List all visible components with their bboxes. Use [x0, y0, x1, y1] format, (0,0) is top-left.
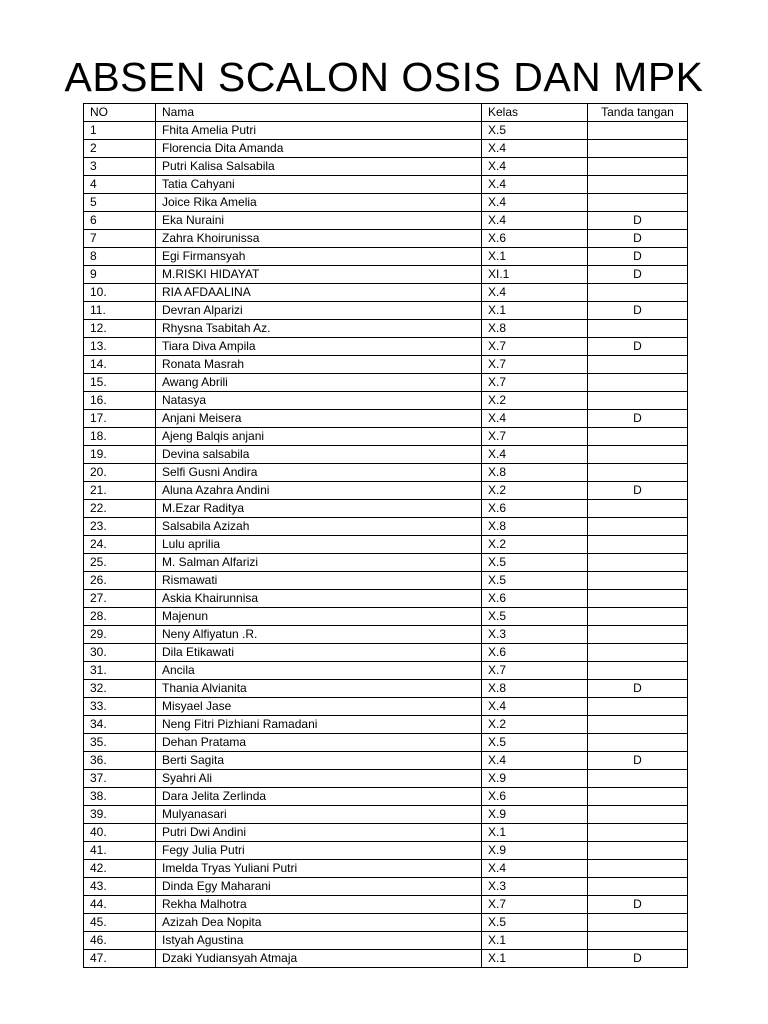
table-row	[84, 716, 688, 734]
table-row	[84, 230, 688, 248]
cell-nama: Florencia Dita Amanda	[156, 140, 482, 158]
table-row	[84, 806, 688, 824]
cell-no: 30.	[84, 644, 156, 662]
cell-nama: Dinda Egy Maharani	[156, 878, 482, 896]
table-row	[84, 392, 688, 410]
cell-nama: Askia Khairunnisa	[156, 590, 482, 608]
cell-nama: Aluna Azahra Andini	[156, 482, 482, 500]
document-title: ABSEN SCALON OSIS DAN MPK	[64, 54, 704, 100]
cell-no: 10.	[84, 284, 156, 302]
cell-kelas: X.7	[482, 374, 588, 392]
cell-kelas: X.5	[482, 572, 588, 590]
cell-no: 47.	[84, 950, 156, 968]
cell-nama: Azizah Dea Nopita	[156, 914, 482, 932]
cell-tanda-tangan: D	[588, 230, 688, 248]
cell-nama: Lulu aprilia	[156, 536, 482, 554]
cell-tanda-tangan	[588, 644, 688, 662]
cell-tanda-tangan	[588, 158, 688, 176]
table-row	[84, 896, 688, 914]
cell-kelas: X.4	[482, 752, 588, 770]
cell-kelas: X.3	[482, 878, 588, 896]
cell-kelas: X.5	[482, 608, 588, 626]
cell-kelas: X.4	[482, 212, 588, 230]
table-row	[84, 950, 688, 968]
cell-no: 40.	[84, 824, 156, 842]
cell-no: 2	[84, 140, 156, 158]
cell-nama: Dehan Pratama	[156, 734, 482, 752]
cell-no: 33.	[84, 698, 156, 716]
cell-nama: Rismawati	[156, 572, 482, 590]
cell-kelas: X.4	[482, 176, 588, 194]
cell-nama: M. Salman Alfarizi	[156, 554, 482, 572]
cell-kelas: X.8	[482, 518, 588, 536]
cell-tanda-tangan	[588, 428, 688, 446]
table-row	[84, 284, 688, 302]
table-row	[84, 626, 688, 644]
cell-kelas: X.7	[482, 428, 588, 446]
cell-no: 13.	[84, 338, 156, 356]
table-row	[84, 356, 688, 374]
table-row	[84, 752, 688, 770]
table-row	[84, 536, 688, 554]
cell-no: 37.	[84, 770, 156, 788]
table-row	[84, 320, 688, 338]
cell-kelas: X.4	[482, 698, 588, 716]
cell-kelas: X.6	[482, 788, 588, 806]
cell-nama: Thania Alvianita	[156, 680, 482, 698]
cell-no: 18.	[84, 428, 156, 446]
cell-kelas: X.6	[482, 500, 588, 518]
table-row	[84, 176, 688, 194]
cell-no: 41.	[84, 842, 156, 860]
table-row	[84, 842, 688, 860]
cell-no: 3	[84, 158, 156, 176]
cell-nama: Anjani Meisera	[156, 410, 482, 428]
cell-tanda-tangan	[588, 590, 688, 608]
cell-tanda-tangan: D	[588, 950, 688, 968]
cell-kelas: X.9	[482, 770, 588, 788]
cell-nama: Ancila	[156, 662, 482, 680]
header-kelas: Kelas	[482, 104, 588, 122]
cell-nama: Majenun	[156, 608, 482, 626]
cell-kelas: X.2	[482, 392, 588, 410]
cell-no: 28.	[84, 608, 156, 626]
table-row	[84, 914, 688, 932]
cell-no: 4	[84, 176, 156, 194]
cell-tanda-tangan	[588, 374, 688, 392]
cell-no: 12.	[84, 320, 156, 338]
cell-tanda-tangan	[588, 392, 688, 410]
table-row	[84, 662, 688, 680]
cell-tanda-tangan	[588, 194, 688, 212]
cell-no: 36.	[84, 752, 156, 770]
table-row	[84, 734, 688, 752]
cell-no: 42.	[84, 860, 156, 878]
cell-nama: Devina salsabila	[156, 446, 482, 464]
cell-no: 15.	[84, 374, 156, 392]
cell-kelas: X.6	[482, 230, 588, 248]
cell-nama: Ronata Masrah	[156, 356, 482, 374]
cell-tanda-tangan	[588, 536, 688, 554]
table-row	[84, 680, 688, 698]
cell-nama: Awang Abrili	[156, 374, 482, 392]
cell-kelas: X.2	[482, 536, 588, 554]
cell-no: 14.	[84, 356, 156, 374]
cell-nama: Dara Jelita Zerlinda	[156, 788, 482, 806]
cell-nama: Egi Firmansyah	[156, 248, 482, 266]
table-header	[84, 104, 688, 122]
cell-tanda-tangan	[588, 608, 688, 626]
cell-tanda-tangan	[588, 464, 688, 482]
cell-no: 29.	[84, 626, 156, 644]
cell-tanda-tangan: D	[588, 338, 688, 356]
cell-nama: Natasya	[156, 392, 482, 410]
table-row	[84, 770, 688, 788]
cell-kelas: X.7	[482, 338, 588, 356]
cell-nama: Neng Fitri Pizhiani Ramadani	[156, 716, 482, 734]
cell-no: 5	[84, 194, 156, 212]
table-row	[84, 446, 688, 464]
cell-no: 34.	[84, 716, 156, 734]
table-row	[84, 644, 688, 662]
cell-no: 38.	[84, 788, 156, 806]
cell-tanda-tangan: D	[588, 410, 688, 428]
table-row	[84, 932, 688, 950]
cell-nama: Selfi Gusni Andira	[156, 464, 482, 482]
cell-kelas: X.7	[482, 662, 588, 680]
cell-tanda-tangan	[588, 554, 688, 572]
cell-kelas: X.9	[482, 806, 588, 824]
cell-kelas: X.8	[482, 680, 588, 698]
cell-kelas: X.1	[482, 950, 588, 968]
table-row	[84, 302, 688, 320]
cell-nama: Tatia Cahyani	[156, 176, 482, 194]
table-row	[84, 572, 688, 590]
table-row	[84, 266, 688, 284]
table-row	[84, 374, 688, 392]
cell-no: 17.	[84, 410, 156, 428]
cell-no: 9	[84, 266, 156, 284]
cell-no: 35.	[84, 734, 156, 752]
cell-kelas: X.8	[482, 320, 588, 338]
table-row	[84, 140, 688, 158]
cell-tanda-tangan	[588, 518, 688, 536]
cell-tanda-tangan: D	[588, 896, 688, 914]
table-row	[84, 554, 688, 572]
cell-kelas: X.6	[482, 644, 588, 662]
table-row	[84, 338, 688, 356]
cell-no: 44.	[84, 896, 156, 914]
cell-kelas: X.4	[482, 158, 588, 176]
cell-tanda-tangan	[588, 284, 688, 302]
cell-no: 8	[84, 248, 156, 266]
cell-tanda-tangan	[588, 122, 688, 140]
cell-no: 27.	[84, 590, 156, 608]
cell-no: 20.	[84, 464, 156, 482]
cell-kelas: X.4	[482, 140, 588, 158]
cell-nama: Putri Kalisa Salsabila	[156, 158, 482, 176]
cell-nama: Salsabila Azizah	[156, 518, 482, 536]
cell-tanda-tangan	[588, 806, 688, 824]
table-row	[84, 518, 688, 536]
cell-tanda-tangan: D	[588, 248, 688, 266]
cell-nama: Eka Nuraini	[156, 212, 482, 230]
cell-tanda-tangan	[588, 500, 688, 518]
cell-kelas: X.5	[482, 734, 588, 752]
cell-kelas: X.4	[482, 284, 588, 302]
cell-kelas: X.1	[482, 302, 588, 320]
cell-no: 6	[84, 212, 156, 230]
cell-nama: Misyael Jase	[156, 698, 482, 716]
cell-tanda-tangan	[588, 626, 688, 644]
cell-tanda-tangan	[588, 860, 688, 878]
cell-nama: Dila Etikawati	[156, 644, 482, 662]
table-row	[84, 878, 688, 896]
table-row	[84, 608, 688, 626]
table-row	[84, 590, 688, 608]
cell-no: 11.	[84, 302, 156, 320]
table-row	[84, 194, 688, 212]
cell-tanda-tangan	[588, 320, 688, 338]
cell-tanda-tangan	[588, 356, 688, 374]
cell-nama: Fhita Amelia Putri	[156, 122, 482, 140]
cell-kelas: XI.1	[482, 266, 588, 284]
cell-kelas: X.2	[482, 716, 588, 734]
cell-nama: Neny Alfiyatun .R.	[156, 626, 482, 644]
cell-no: 46.	[84, 932, 156, 950]
cell-kelas: X.1	[482, 932, 588, 950]
cell-nama: RIA AFDAALINA	[156, 284, 482, 302]
cell-tanda-tangan	[588, 698, 688, 716]
cell-no: 21.	[84, 482, 156, 500]
cell-no: 23.	[84, 518, 156, 536]
table-row	[84, 788, 688, 806]
cell-tanda-tangan	[588, 770, 688, 788]
table-row	[84, 428, 688, 446]
table-row	[84, 824, 688, 842]
header-no: NO	[84, 104, 156, 122]
cell-tanda-tangan	[588, 446, 688, 464]
cell-nama: Zahra Khoirunissa	[156, 230, 482, 248]
cell-kelas: X.7	[482, 356, 588, 374]
cell-nama: Fegy Julia Putri	[156, 842, 482, 860]
cell-tanda-tangan	[588, 932, 688, 950]
table-row	[84, 860, 688, 878]
cell-no: 31.	[84, 662, 156, 680]
attendance-table	[83, 103, 688, 968]
cell-tanda-tangan	[588, 878, 688, 896]
table-row	[84, 158, 688, 176]
cell-kelas: X.3	[482, 626, 588, 644]
cell-nama: Berti Sagita	[156, 752, 482, 770]
table-row	[84, 464, 688, 482]
header-nama: Nama	[156, 104, 482, 122]
cell-tanda-tangan: D	[588, 482, 688, 500]
cell-tanda-tangan	[588, 824, 688, 842]
cell-tanda-tangan	[588, 716, 688, 734]
cell-tanda-tangan	[588, 176, 688, 194]
cell-kelas: X.4	[482, 410, 588, 428]
cell-nama: Dzaki Yudiansyah Atmaja	[156, 950, 482, 968]
cell-no: 32.	[84, 680, 156, 698]
cell-nama: Tiara Diva Ampila	[156, 338, 482, 356]
cell-kelas: X.8	[482, 464, 588, 482]
cell-no: 1	[84, 122, 156, 140]
cell-tanda-tangan	[588, 140, 688, 158]
cell-kelas: X.9	[482, 842, 588, 860]
cell-kelas: X.5	[482, 554, 588, 572]
cell-tanda-tangan: D	[588, 752, 688, 770]
header-tanda-tangan: Tanda tangan	[588, 104, 688, 122]
cell-no: 24.	[84, 536, 156, 554]
table-row	[84, 410, 688, 428]
cell-kelas: X.1	[482, 824, 588, 842]
cell-no: 22.	[84, 500, 156, 518]
cell-tanda-tangan: D	[588, 302, 688, 320]
cell-tanda-tangan	[588, 914, 688, 932]
cell-kelas: X.4	[482, 194, 588, 212]
cell-no: 7	[84, 230, 156, 248]
cell-no: 43.	[84, 878, 156, 896]
cell-kelas: X.5	[482, 122, 588, 140]
cell-nama: Joice Rika Amelia	[156, 194, 482, 212]
cell-no: 45.	[84, 914, 156, 932]
cell-nama: Putri Dwi Andini	[156, 824, 482, 842]
cell-tanda-tangan: D	[588, 680, 688, 698]
cell-nama: Mulyanasari	[156, 806, 482, 824]
table-row	[84, 212, 688, 230]
cell-kelas: X.4	[482, 860, 588, 878]
cell-kelas: X.2	[482, 482, 588, 500]
cell-tanda-tangan	[588, 734, 688, 752]
cell-tanda-tangan	[588, 572, 688, 590]
cell-nama: Ajeng Balqis anjani	[156, 428, 482, 446]
cell-nama: Devran Alparizi	[156, 302, 482, 320]
table-row	[84, 122, 688, 140]
cell-no: 19.	[84, 446, 156, 464]
table-row	[84, 482, 688, 500]
cell-no: 26.	[84, 572, 156, 590]
cell-tanda-tangan	[588, 662, 688, 680]
cell-kelas: X.6	[482, 590, 588, 608]
cell-nama: M.Ezar Raditya	[156, 500, 482, 518]
cell-kelas: X.1	[482, 248, 588, 266]
cell-nama: Rekha Malhotra	[156, 896, 482, 914]
cell-no: 39.	[84, 806, 156, 824]
table-row	[84, 248, 688, 266]
table-row	[84, 500, 688, 518]
cell-nama: Istyah Agustina	[156, 932, 482, 950]
cell-nama: Imelda Tryas Yuliani Putri	[156, 860, 482, 878]
cell-tanda-tangan	[588, 788, 688, 806]
cell-nama: M.RISKI HIDAYAT	[156, 266, 482, 284]
cell-kelas: X.5	[482, 914, 588, 932]
cell-tanda-tangan: D	[588, 266, 688, 284]
table-body	[84, 122, 688, 968]
cell-no: 25.	[84, 554, 156, 572]
cell-kelas: X.4	[482, 446, 588, 464]
header-row	[84, 104, 688, 122]
cell-kelas: X.7	[482, 896, 588, 914]
cell-nama: Syahri Ali	[156, 770, 482, 788]
cell-tanda-tangan	[588, 842, 688, 860]
cell-no: 16.	[84, 392, 156, 410]
cell-nama: Rhysna Tsabitah Az.	[156, 320, 482, 338]
table-row	[84, 698, 688, 716]
cell-tanda-tangan: D	[588, 212, 688, 230]
